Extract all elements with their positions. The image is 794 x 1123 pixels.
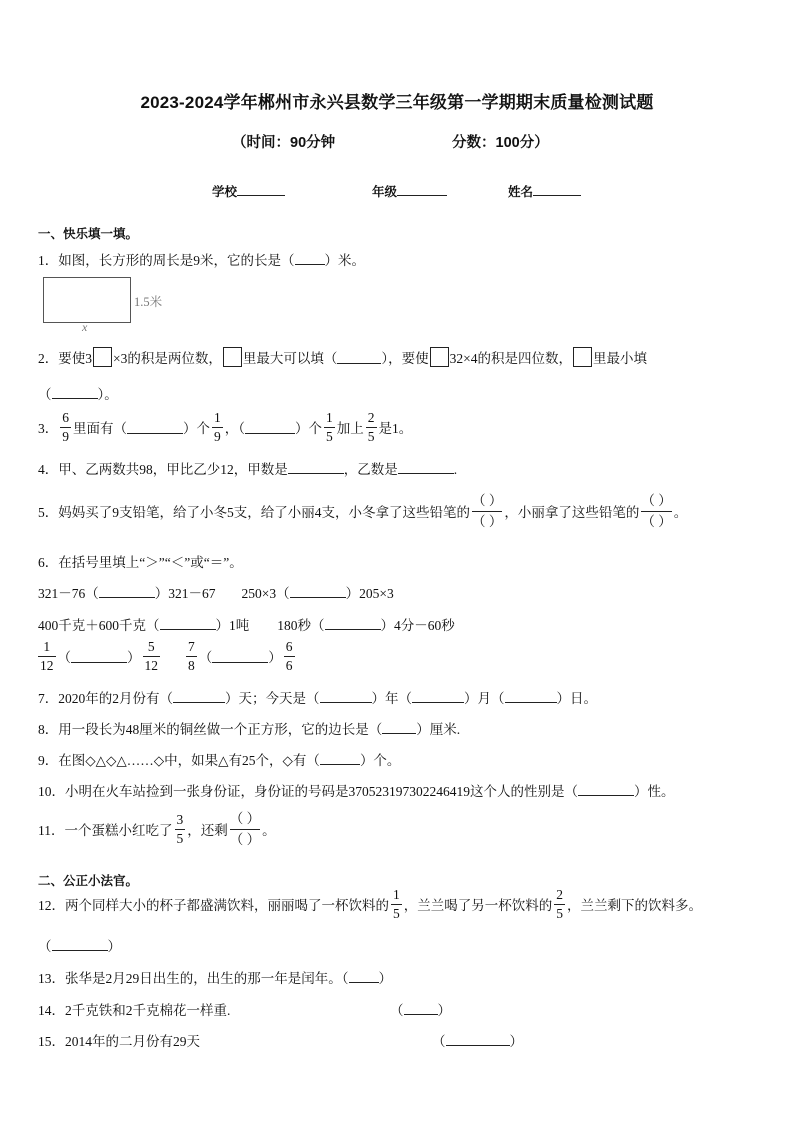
fraction (324, 411, 335, 443)
q13-blank[interactable] (349, 970, 379, 983)
section-2-heading: 二、公正小法官。 (38, 874, 139, 888)
grade-label: 年级 (372, 185, 398, 199)
question-4 (38, 458, 457, 478)
question-8 (38, 718, 460, 738)
denominator: 6 (285, 657, 293, 673)
fraction (284, 640, 295, 672)
q14-text: ） (437, 1003, 451, 1018)
blank-fraction[interactable] (230, 812, 260, 846)
q2-blank-1[interactable] (337, 351, 381, 364)
q15-answer (432, 1030, 523, 1050)
numerator-blank[interactable]: （ ） (229, 811, 261, 826)
question-2-cont (38, 383, 118, 403)
q9-blank[interactable] (320, 752, 360, 765)
q2-text: 32×4的积是四位数， (449, 351, 572, 366)
numerator: 1 (393, 887, 400, 902)
q15-text: ） (509, 1034, 523, 1049)
q8-blank[interactable] (382, 721, 416, 734)
numerator: 3 (176, 812, 184, 827)
name-blank[interactable] (533, 183, 581, 196)
grade-field[interactable] (372, 182, 447, 200)
q1-blank[interactable] (295, 252, 325, 265)
question-12-answer (38, 935, 121, 955)
q6-text: ）321－67 (154, 586, 216, 601)
denominator: 12 (40, 657, 54, 673)
denominator: 5 (556, 905, 563, 921)
q12-text: ，兰兰剩下的饮料多。 (567, 898, 702, 913)
q4-text: . (453, 462, 458, 477)
q3-text: ）个 (183, 421, 210, 436)
q11-text: 。 (262, 823, 276, 838)
q7-text: ）月（ (464, 691, 505, 706)
q3-text: 3． (38, 421, 59, 436)
q2-text: ）。 (97, 387, 118, 402)
question-15: 15．2014年的二月份有29天 (38, 1034, 200, 1049)
q10-text: 10．小明在火车站捡到一张身份证，身份证的号码是370523197302246419这个人的性别是（ (38, 784, 578, 799)
q7-blank[interactable] (320, 690, 372, 703)
q8-text: 8．用一段长为48厘米的铜丝做一个正方形，它的边长是（ (38, 722, 383, 737)
q12-blank[interactable] (52, 938, 108, 951)
blank-fraction-2[interactable] (641, 494, 671, 528)
q13-text: 13．张华是2月29日出生的，出生的那一年是闰年。（ (38, 971, 349, 986)
fraction (366, 411, 377, 443)
denominator: 9 (62, 428, 69, 444)
q7-text: ）日。 (556, 691, 597, 706)
school-field[interactable] (212, 182, 285, 200)
q10-text: ）性。 (634, 784, 675, 799)
q12-text: 12．两个同样大小的杯子都盛满饮料，丽丽喝了一杯饮料的 (38, 898, 389, 913)
question-10 (38, 780, 675, 800)
q2-text: 里最小填 (593, 351, 647, 366)
q6-text: ）1吨 (215, 618, 250, 633)
q4-text: 4．甲、乙两数共98，甲比乙少12，甲数是 (38, 462, 288, 477)
denominator-blank[interactable]: （ ） (472, 511, 502, 529)
q6-text: 321－76（ (38, 586, 99, 601)
q3-blank-1[interactable] (127, 421, 183, 434)
question-2 (38, 347, 647, 367)
q6-blank[interactable] (99, 585, 155, 598)
question-14: 14．2千克铁和2千克棉花一样重. (38, 1003, 231, 1018)
blank-fraction-1[interactable] (472, 494, 502, 528)
q11-text: ，还剩 (187, 823, 228, 838)
exam-score: 分数：100分） (452, 135, 549, 151)
denominator: 12 (144, 657, 158, 673)
question-1 (38, 249, 365, 269)
q6-row-2 (38, 614, 455, 634)
exam-time: （时间：90分钟 (232, 135, 336, 151)
numerator: 6 (62, 410, 69, 425)
q6-blank[interactable] (325, 617, 381, 630)
q2-text: 2．要使3 (38, 351, 92, 366)
question-3 (38, 411, 412, 443)
q5-text: 。 (673, 505, 688, 520)
q1-text: 1．如图，长方形的周长是9米，它的长是（ (38, 253, 295, 268)
q12-text: ） (107, 939, 121, 954)
q7-text: ）天；今天是（ (225, 691, 320, 706)
q6-text: ）205×3 (345, 586, 394, 601)
q3-blank-2[interactable] (245, 421, 295, 434)
q2-blank-2[interactable] (52, 386, 98, 399)
q6-row-1 (38, 582, 394, 602)
denominator-blank[interactable]: （ ） (230, 829, 260, 847)
q4-blank-1[interactable] (288, 461, 344, 474)
school-label: 学校 (212, 185, 238, 199)
q15-blank[interactable] (446, 1033, 510, 1046)
q6-text: 250×3（ (241, 586, 290, 601)
q3-text: 加上 (336, 421, 364, 436)
denominator: 5 (176, 830, 184, 846)
fraction (38, 640, 56, 672)
q12-text: ，兰兰喝了另一杯饮料的 (403, 898, 553, 913)
question-11 (38, 812, 276, 846)
q3-text: ）个 (295, 421, 322, 436)
q2-text: 里最大可以填（ (242, 351, 338, 366)
numerator: 1 (43, 639, 51, 654)
q7-text: ）年（ (371, 691, 412, 706)
q7-text: 7．2020年的2月份有（ (38, 691, 173, 706)
q6-text: （ (198, 650, 213, 665)
q2-box-2[interactable] (223, 347, 242, 367)
name-label: 姓名 (508, 185, 534, 199)
rect-length-label: x (82, 320, 88, 334)
q5-text: 5．妈妈买了9支铅笔，给了小冬5支，给了小丽4支，小冬拿了这些铅笔的 (38, 505, 470, 520)
q15-text: （ (432, 1034, 446, 1049)
q9-text: ）个。 (359, 753, 401, 768)
fraction (554, 888, 565, 920)
school-blank[interactable] (237, 183, 285, 196)
q6-blank[interactable] (212, 650, 268, 663)
numerator: 2 (367, 410, 375, 425)
question-6: 6．在括号里填上“＞”“＜”或“＝”。 (38, 555, 243, 570)
q10-blank[interactable] (578, 783, 634, 796)
fraction (212, 411, 223, 443)
q12-text: （ (38, 939, 52, 954)
q3-text: 是1。 (378, 421, 413, 436)
q5-text: ，小丽拿了这些铅笔的 (504, 505, 640, 520)
q2-box-1[interactable] (93, 347, 112, 367)
fraction (60, 411, 71, 443)
numerator: 5 (147, 639, 155, 654)
q6-text: （ (57, 650, 71, 665)
numerator: 1 (326, 410, 333, 425)
q8-text: ）厘米. (416, 722, 461, 737)
q6-row-3 (36, 640, 297, 672)
question-5 (38, 494, 687, 528)
q2-box-4[interactable] (573, 347, 592, 367)
numerator-blank[interactable]: （ ） (472, 493, 503, 508)
q14-text: （ (390, 1003, 404, 1018)
q14-answer (390, 999, 451, 1019)
q2-box-3[interactable] (430, 347, 449, 367)
q6-blank[interactable] (160, 617, 216, 630)
question-12 (38, 888, 702, 920)
fraction (175, 813, 186, 845)
q6-blank[interactable] (71, 650, 127, 663)
q6-text: 180秒（ (277, 618, 325, 633)
page-title: 2023-2024学年郴州市永兴县数学三年级第一学期期末质量检测试题 (140, 93, 654, 112)
q6-text: 400千克＋600千克（ (38, 618, 160, 633)
denominator: 8 (188, 657, 195, 673)
q4-text: ，乙数是 (343, 462, 398, 477)
q6-blank[interactable] (290, 585, 346, 598)
denominator: 9 (214, 428, 221, 444)
q2-text: ），要使 (381, 351, 429, 366)
fraction (391, 888, 402, 920)
q6-text: ） (268, 650, 282, 665)
q3-text: ，（ (224, 421, 245, 436)
name-field[interactable] (508, 182, 581, 200)
rectangle-diagram (43, 277, 131, 323)
question-9 (38, 749, 400, 769)
q2-text: ×3的积是两位数， (113, 351, 222, 366)
question-13 (38, 967, 392, 987)
q9-text: 9．在图◇△◇△……◇中，如果△有25个，◇有（ (38, 753, 320, 768)
question-7 (38, 687, 597, 707)
q7-blank[interactable] (412, 690, 464, 703)
q7-blank[interactable] (505, 690, 557, 703)
q14-blank[interactable] (404, 1002, 438, 1015)
numerator: 6 (285, 639, 293, 654)
numerator: 7 (188, 639, 195, 654)
denominator: 5 (326, 428, 333, 444)
section-1-heading: 一、快乐填一填。 (38, 227, 139, 241)
q4-blank-2[interactable] (398, 461, 454, 474)
q3-text: 里面有（ (73, 421, 127, 436)
q6-text: ） (127, 650, 141, 665)
q13-text: ） (378, 971, 392, 986)
fraction (186, 640, 197, 672)
q11-text: 11．一个蛋糕小红吃了 (38, 823, 173, 838)
numerator-blank[interactable]: （ ） (641, 493, 672, 508)
q6-text: ）4分－60秒 (380, 618, 455, 633)
denominator: 5 (367, 428, 375, 444)
grade-blank[interactable] (397, 183, 447, 196)
q1-text-end: ）米。 (324, 253, 365, 268)
q7-blank[interactable] (173, 690, 225, 703)
numerator: 2 (556, 887, 563, 902)
denominator: 5 (393, 905, 400, 921)
numerator: 1 (214, 410, 221, 425)
rect-width-label: 1.5米 (134, 295, 163, 309)
fraction (143, 640, 161, 672)
denominator-blank[interactable]: （ ） (641, 511, 671, 529)
q2-text: （ (38, 387, 52, 402)
